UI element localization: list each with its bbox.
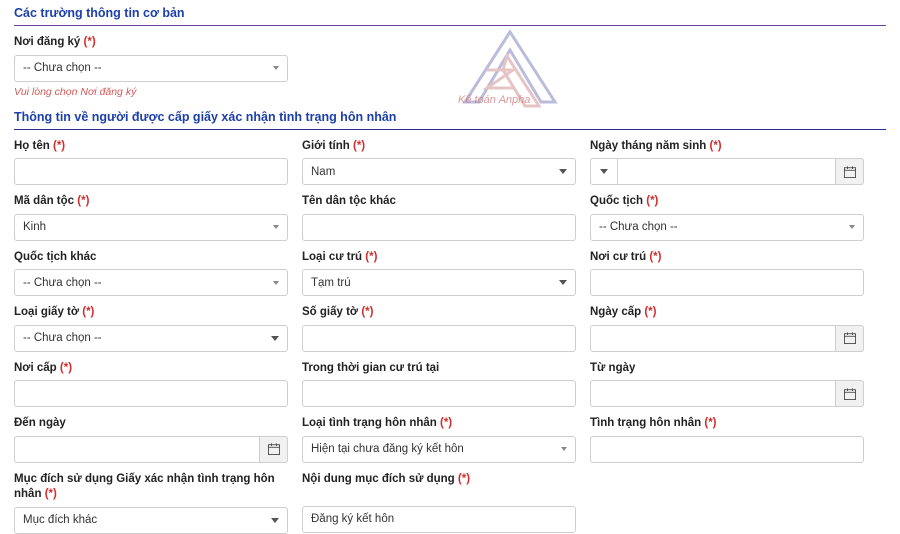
input-noi-cu-tru[interactable] (590, 269, 864, 296)
select-ma-dan-toc[interactable]: Kinh (14, 214, 288, 241)
label-gioi-tinh: Giới tính (*) (302, 139, 366, 152)
field-noi-dang-ky (14, 35, 302, 98)
label-noi-cu-tru: Nơi cư trú (*) (590, 250, 662, 263)
chevron-down-icon[interactable] (590, 158, 618, 185)
basic-fields-grid (0, 26, 900, 98)
select-noi-dang-ky[interactable]: -- Chưa chọn -- (14, 55, 288, 82)
field-quoc-tich (590, 194, 878, 241)
calendar-icon[interactable] (835, 380, 864, 407)
label-loai-cu-tru: Loại cư trú (*) (302, 250, 378, 263)
field-noi-cu-tru (590, 250, 878, 297)
select-muc-dich-su-dung[interactable]: Mục đích khác (14, 507, 288, 534)
field-ma-dan-toc (14, 194, 302, 241)
label-noi-cap: Nơi cấp (*) (14, 361, 73, 374)
label-so-giay-to: Số giấy tờ (*) (302, 306, 374, 319)
input-ngay-cap[interactable] (590, 325, 864, 352)
label-tu-ngay: Từ ngày (590, 361, 636, 374)
label-loai-tinh-trang-hon-nhan: Loại tình trạng hôn nhân (*) (302, 417, 453, 430)
input-tu-ngay[interactable] (590, 380, 864, 407)
spacer-basic-1 (302, 26, 590, 98)
select-gioi-tinh[interactable]: Nam (302, 158, 576, 185)
input-den-ngay[interactable] (14, 436, 288, 463)
field-tu-ngay (590, 361, 878, 408)
calendar-icon[interactable] (835, 325, 864, 352)
label-tinh-trang-hon-nhan: Tình trạng hôn nhân (*) (590, 417, 717, 430)
calendar-icon[interactable] (835, 158, 864, 185)
select-quoc-tich-khac[interactable]: -- Chưa chọn -- (14, 269, 288, 296)
field-ngay-sinh (590, 139, 878, 186)
select-loai-tinh-trang-hon-nhan[interactable]: Hiện tại chưa đăng ký kết hôn (302, 436, 576, 463)
field-loai-giay-to (14, 305, 302, 352)
label-ten-dan-toc-khac: Tên dân tộc khác (302, 195, 396, 208)
input-tinh-trang-hon-nhan[interactable] (590, 436, 864, 463)
field-so-giay-to (302, 305, 590, 352)
field-trong-thoi-gian-cu-tru-tai (302, 361, 590, 408)
input-so-giay-to[interactable] (302, 325, 576, 352)
field-muc-dich-su-dung (14, 472, 302, 534)
label-loai-giay-to: Loại giấy tờ (*) (14, 306, 95, 319)
label-noi-dang-ky: Nơi đăng ký (*) (14, 36, 96, 48)
section-title-person: Thông tin về người được cấp giấy xác nhận tình trạng hôn nhân (14, 109, 397, 124)
select-loai-giay-to[interactable]: -- Chưa chọn -- (14, 325, 288, 352)
field-quoc-tich-khac (14, 250, 302, 297)
calendar-icon[interactable] (259, 436, 288, 463)
label-den-ngay: Đến ngày (14, 417, 66, 430)
spacer-basic-2 (590, 26, 878, 98)
person-fields-grid (0, 130, 900, 534)
label-ho-ten: Họ tên (*) (14, 139, 66, 152)
input-noi-dung-muc-dich[interactable]: Đăng ký kết hôn (302, 506, 576, 533)
label-quoc-tich-khac: Quốc tịch khác (14, 250, 97, 263)
watermark-text: Kế toán Anpha (458, 94, 531, 106)
label-noi-dung-muc-dich: Nội dung mục đích sử dụng (*) (302, 472, 471, 485)
field-ngay-cap (590, 305, 878, 352)
input-trong-thoi-gian-cu-tru-tai[interactable] (302, 380, 576, 407)
field-noi-dung-muc-dich (302, 472, 590, 534)
input-ngay-sinh[interactable] (590, 158, 864, 185)
label-ma-dan-toc: Mã dân tộc (*) (14, 195, 90, 208)
field-ho-ten (14, 139, 302, 186)
select-quoc-tich[interactable]: -- Chưa chọn -- (590, 214, 864, 241)
input-noi-cap[interactable] (14, 380, 288, 407)
input-ten-dan-toc-khac[interactable] (302, 214, 576, 241)
input-ho-ten[interactable] (14, 158, 288, 185)
field-noi-cap (14, 361, 302, 408)
field-den-ngay (14, 416, 302, 463)
label-quoc-tich: Quốc tịch (*) (590, 195, 659, 208)
error-noi-dang-ky: Vui lòng chọn Nơi đăng ký (14, 85, 137, 98)
label-muc-dich-su-dung: Mục đích sử dụng Giấy xác nhận tình trạng hôn nhân (*) (14, 472, 275, 501)
label-ngay-cap: Ngày cấp (*) (590, 306, 657, 319)
field-ten-dan-toc-khac (302, 194, 590, 241)
label-trong-thoi-gian-cu-tru-tai: Trong thời gian cư trú tại (302, 361, 440, 374)
label-ngay-sinh: Ngày tháng năm sinh (*) (590, 139, 722, 152)
field-loai-tinh-trang-hon-nhan (302, 416, 590, 463)
field-tinh-trang-hon-nhan (590, 416, 878, 463)
select-loai-cu-tru[interactable]: Tạm trú (302, 269, 576, 296)
field-loai-cu-tru (302, 250, 590, 297)
section-title-basic: Các trường thông tin cơ bản (14, 6, 185, 20)
field-gioi-tinh (302, 139, 590, 186)
spacer-person-1 (590, 463, 878, 534)
